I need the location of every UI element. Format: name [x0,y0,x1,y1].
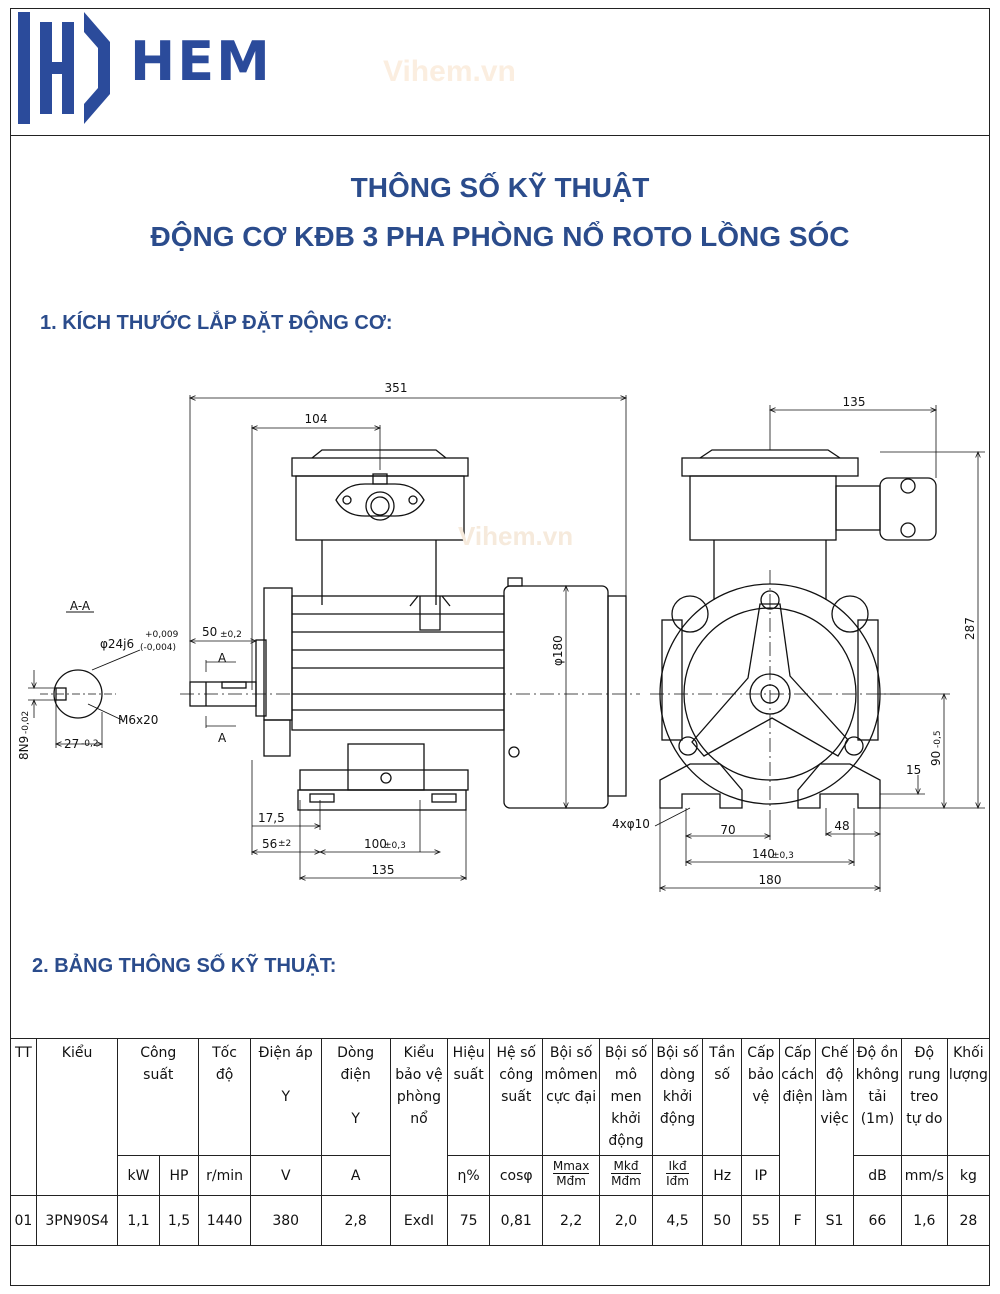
cell-vibration: 1,6 [901,1196,947,1246]
section-mark-top: A [218,651,227,665]
motor-dimension-drawing [0,340,1000,920]
dim-shaft-tol-up: +0,009 [145,630,179,640]
cell-insulation: F [780,1196,816,1246]
cell-tt: 01 [11,1196,37,1246]
dim-shaft-len-tol: ±0,2 [220,630,242,640]
cell-eff: 75 [448,1196,490,1246]
dim-70: 70 [720,823,736,837]
unit-hp: HP [159,1156,199,1196]
header-boi-so-mo-men: Bội số mô men khởi động [599,1039,652,1156]
cell-bao-ve: ExdI [390,1196,448,1246]
header-divider [10,135,990,136]
unit-mmax: $\frac{Mmax}{\text{Mđm}}$ [543,1156,599,1196]
header-boi-so-momen: Bội số mômen cực đại [543,1039,599,1156]
cell-mkd: 2,0 [599,1196,652,1246]
section-heading-specs: 2. BẢNG THÔNG SỐ KỸ THUẬT: [32,955,337,977]
cell-mmax: 2,2 [543,1196,599,1246]
cell-db: 66 [853,1196,901,1246]
header-che-do: Chế độ làm việc [816,1039,854,1196]
header-dong-dien: Dòng điện Y [321,1039,390,1156]
table-header-row [11,1039,990,1156]
dim-shaft-dia: φ24j6 [100,637,135,651]
header-he-so: Hệ số công suất [490,1039,543,1156]
dim-100: 100 [364,837,387,851]
cell-ip: 55 [742,1196,780,1246]
dim-56-tol: ±2 [278,839,292,849]
dim-15: 15 [906,763,922,777]
dim-100-tol: ±0,3 [384,841,406,851]
header-boi-so-dong: Bội số dòng khởi động [653,1039,703,1156]
logo-text: HEM [130,30,272,93]
spec-table [10,1038,990,1294]
empty-cell [11,1246,990,1294]
dim-90: 90 [929,750,943,766]
watermark-top: Vihem.vn [383,55,516,88]
dim-48: 48 [834,819,850,833]
cell-ikd: 4,5 [653,1196,703,1246]
unit-db: dB [853,1156,901,1196]
header-cap-cach-dien: Cấp cách điện [780,1039,816,1196]
header-kieu: Kiểu [36,1039,117,1196]
table-row [11,1196,990,1246]
unit-kw: kW [118,1156,159,1196]
dim-104: 104 [304,412,328,426]
cell-hp: 1,5 [159,1196,199,1246]
cell-kieu: 3PN90S4 [36,1196,117,1246]
unit-eff: η% [448,1156,490,1196]
dim-351: 351 [384,381,408,395]
dim-key-width-tol: -0,02 [21,710,31,734]
unit-cos: cosφ [490,1156,543,1196]
cell-cos: 0,81 [490,1196,543,1246]
dim-140-tol: ±0,3 [772,851,794,861]
unit-ip: IP [742,1156,780,1196]
unit-mms: mm/s [901,1156,947,1196]
page-title-line1: THÔNG SỐ KỸ THUẬT [350,172,650,203]
dim-shaft-tol-low: (-0,004) [140,643,177,653]
cell-a: 2,8 [321,1196,390,1246]
header-bao-ve: Kiểu bảo vệ phòng nổ [390,1039,448,1196]
watermark-drawing: Vihem.vn [458,521,574,551]
unit-rpm: r/min [199,1156,251,1196]
header-hieu-suat: Hiệu suất [448,1039,490,1156]
section-heading-dimensions: 1. KÍCH THƯỚC LẮP ĐẶT ĐỘNG CƠ: [40,312,393,334]
dim-key-width: 8N9 [17,735,31,760]
header-tan-so: Tần số [702,1039,742,1156]
dim-flange-dia: φ180 [551,635,565,666]
dim-56: 56 [262,837,278,851]
section-mark-bottom: A [218,731,227,745]
dim-90-tol: -0,5 [933,730,943,748]
dim-shaft-len: 50 [202,625,218,639]
unit-a: A [321,1156,390,1196]
header-toc-do: Tốc độ [199,1039,251,1156]
dim-holes: 4xφ10 [612,817,650,831]
dim-thread: M6x20 [118,713,159,727]
dim-135-top: 135 [842,395,866,409]
header-dien-ap: Điện áp Y [250,1039,321,1156]
header-khoi-luong: Khối lượng [947,1039,989,1156]
header-cap-bao-ve: Cấp bảo vệ [742,1039,780,1156]
page-title-line2: ĐỘNG CƠ KĐB 3 PHA PHÒNG NỔ ROTO LỒNG SÓC [150,221,850,252]
dim-140: 140 [752,847,775,861]
cell-kw: 1,1 [118,1196,159,1246]
table-empty-row [11,1246,990,1294]
dim-key-height-tol: -0,2 [81,739,99,749]
dim-287: 287 [963,617,977,640]
header-do-rung: Độ rung treo tự do [901,1039,947,1156]
header-do-on: Độ ồn không tải (1m) [853,1039,901,1156]
cell-rpm: 1440 [199,1196,251,1246]
cell-duty: S1 [816,1196,854,1246]
unit-mkd: $\frac{\text{Mkđ}}{\text{Mđm}}$ [599,1156,652,1196]
unit-kg: kg [947,1156,989,1196]
cell-kg: 28 [947,1196,989,1246]
unit-v: V [250,1156,321,1196]
header-cong-suat: Công suất [118,1039,199,1156]
unit-hz: Hz [702,1156,742,1196]
header-tt: TT [11,1039,37,1196]
section-label-aa: A-A [69,599,91,613]
hem-logo-icon [18,12,118,124]
dim-135-bottom: 135 [371,863,395,877]
unit-ikd: $\frac{\text{Ikđ}}{\text{Iđm}}$ [653,1156,703,1196]
cell-v: 380 [250,1196,321,1246]
dim-180: 180 [758,873,782,887]
cell-hz: 50 [702,1196,742,1246]
dim-17-5: 17,5 [258,811,285,825]
dim-key-height: 27 [64,737,80,751]
